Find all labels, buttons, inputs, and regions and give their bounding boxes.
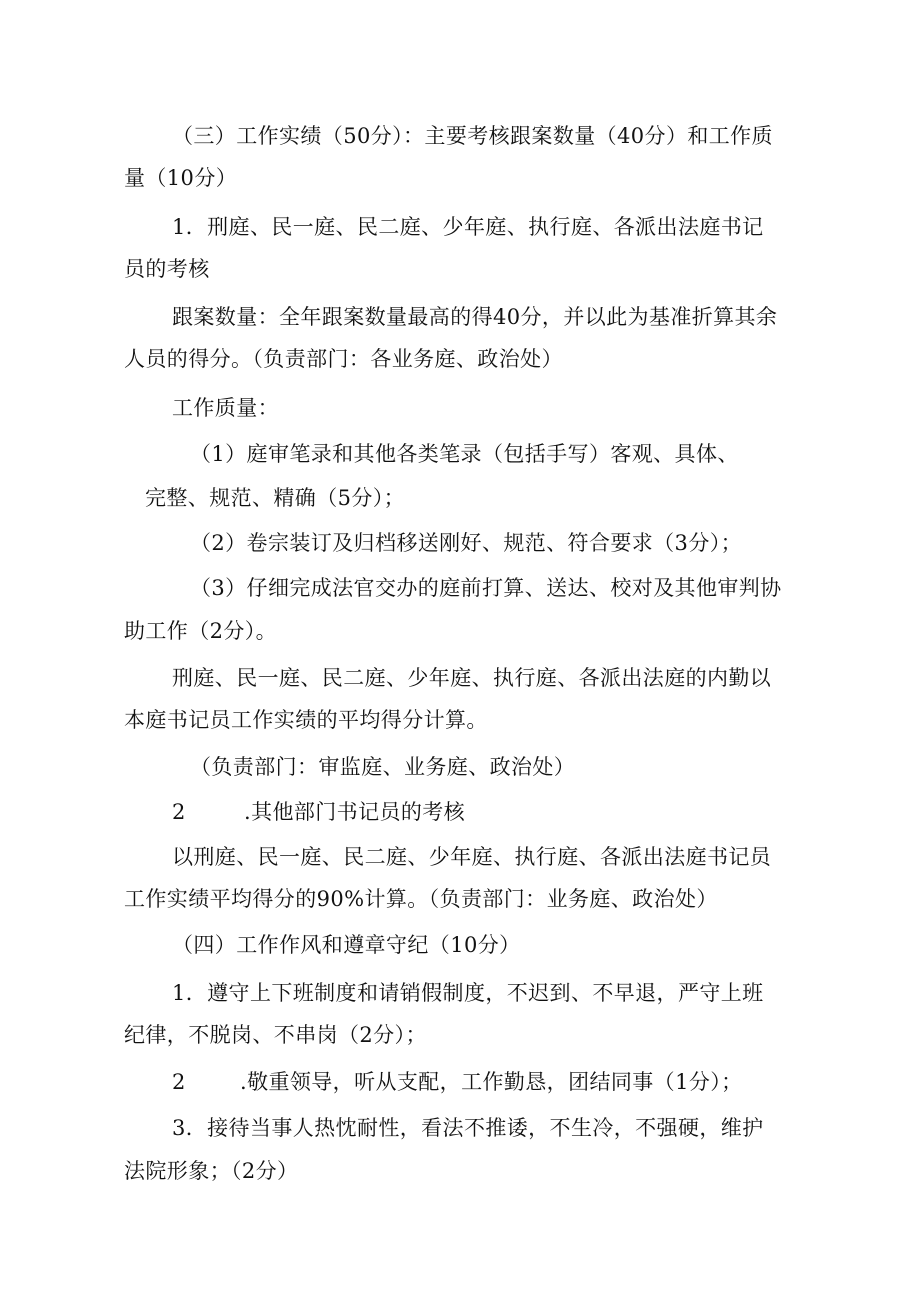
item-1-heading-cont: 员的考核 [124,257,210,281]
quality-item-3: （3）仔细完成法官交办的庭前打算、送达、校对及其他审判协 [190,576,782,600]
section-4-heading: （四）工作作风和遵章守纪（10分） [172,933,521,957]
item-1-heading: 1．刑庭、民一庭、民二庭、少年庭、执行庭、各派出法庭书记 [172,215,764,239]
quality-item-1: （1）庭审笔录和其他各类笔录（包括手写）客观、具体、 [190,442,739,466]
section-3-heading-cont: 量（10分） [124,166,238,190]
quality-item-1-cont: 完整、规范、精确（5分）； [145,486,406,510]
conduct-item-1-cont: 纪律，不脱岗、不串岗（2分）； [124,1023,427,1047]
section-3-heading: （三）工作实绩（50分）：主要考核跟案数量（40分）和工作质 [172,124,773,148]
conduct-item-3: 3．接待当事人热忱耐性，看法不推诿，不生冷，不强硬，维护 [172,1116,764,1140]
case-count-paragraph: 跟案数量：全年跟案数量最高的得40分，并以此为基准折算其余 [172,305,778,329]
responsible-dept-note: （负责部门：审监庭、业务庭、政治处） [190,755,576,779]
other-dept-paragraph-cont: 工作实绩平均得分的90%计算。（负责部门：业务庭、政治处） [124,887,718,911]
other-dept-paragraph: 以刑庭、民一庭、民二庭、少年庭、执行庭、各派出法庭书记员 [172,845,772,869]
clerk-paragraph: 刑庭、民一庭、民二庭、少年庭、执行庭、各派出法庭的内勤以 [172,666,772,690]
quality-item-2: （2）卷宗装订及归档移送刚好、规范、符合要求（3分）； [190,531,743,555]
conduct-item-2-number: 2 [172,1070,186,1094]
quality-item-3-cont: 助工作（2分）。 [124,619,278,643]
conduct-item-2: .敬重领导，听从支配，工作勤恳，团结同事（1分）； [240,1070,743,1094]
case-count-paragraph-cont: 人员的得分。（负责部门：各业务庭、政治处） [124,347,563,371]
conduct-item-3-cont: 法院形象；（2分） [124,1159,299,1183]
work-quality-label: 工作质量： [172,396,279,420]
clerk-paragraph-cont: 本庭书记员工作实绩的平均得分计算。 [124,708,488,732]
item-2-number: 2 [172,800,186,824]
item-2-heading: .其他部门书记员的考核 [244,800,466,824]
conduct-item-1: 1．遵守上下班制度和请销假制度，不迟到、不早退，严守上班 [172,981,764,1005]
